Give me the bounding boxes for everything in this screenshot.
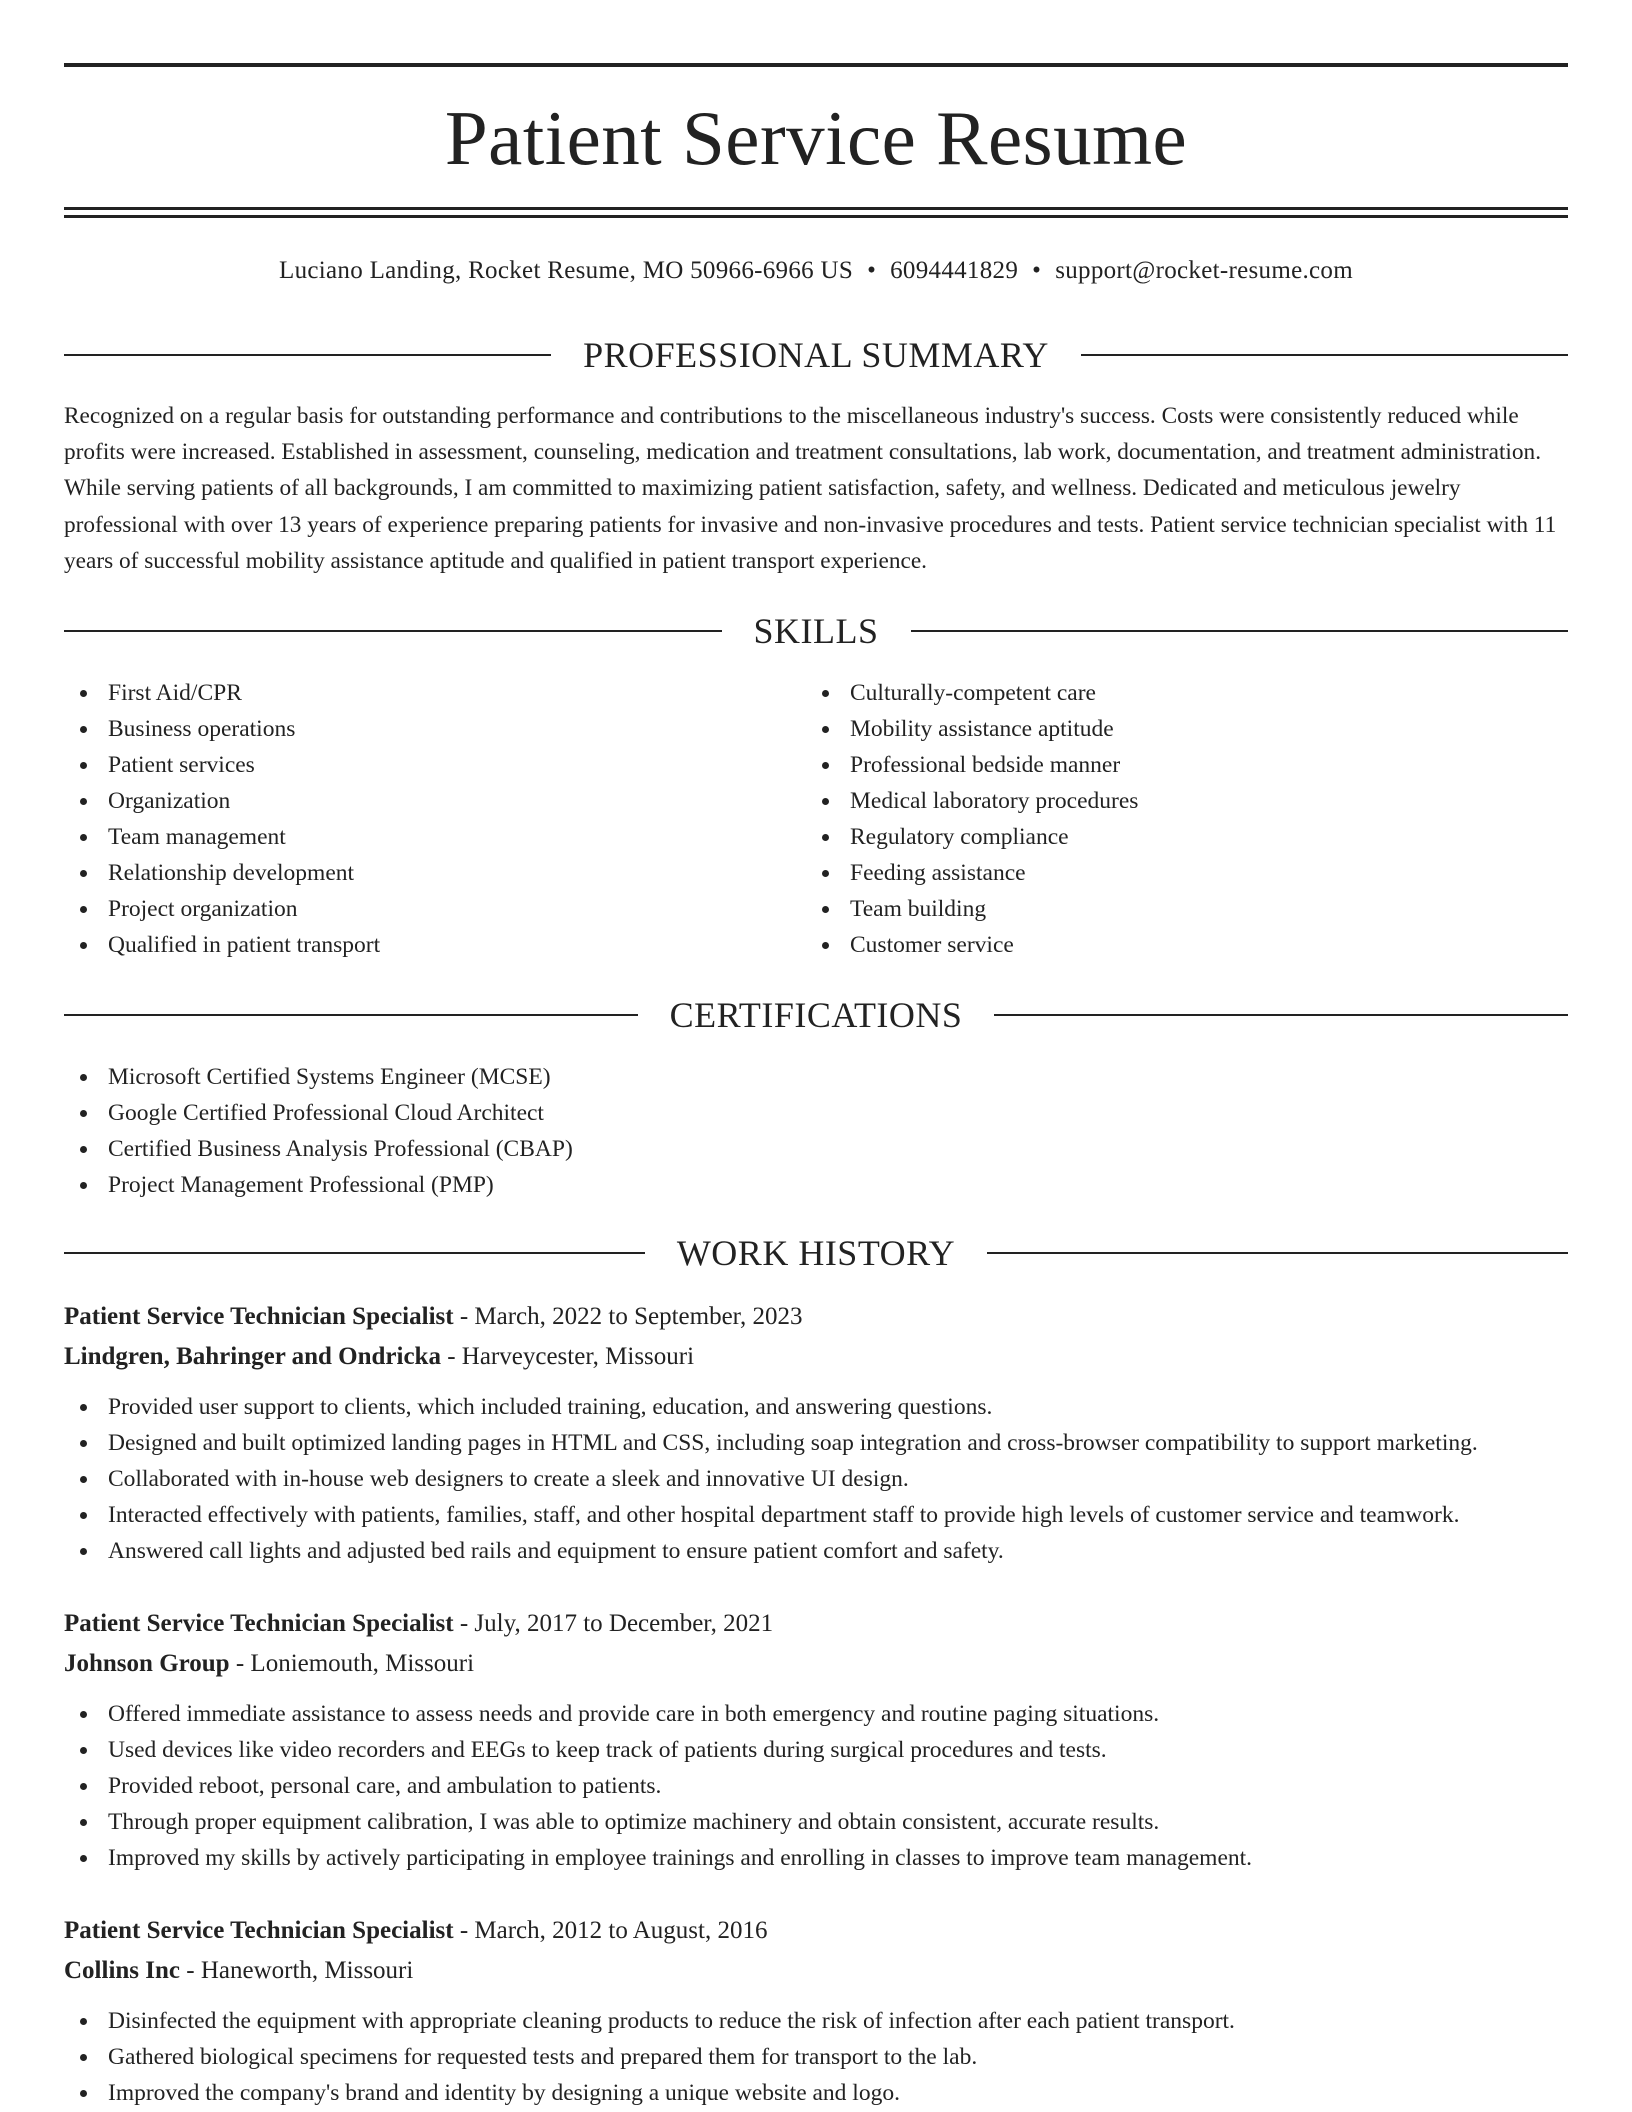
title-rule-lower [64,215,1568,218]
job-entry [64,1297,1568,1569]
skill-item: Medical laboratory procedures [806,783,1546,819]
contact-address: Luciano Landing, Rocket Resume, MO 50966-6966 US [279,257,854,284]
skill-item: Feeding assistance [806,855,1546,891]
skills-column-right [806,675,1546,963]
job-title-line [64,1297,1568,1337]
job-company: Lindgren, Bahringer and Ondricka [64,1343,441,1370]
job-duty-item: Designed and built optimized landing pages in HTML and CSS, including soap integration and cross-browser compatibility to support marketing. [64,1425,1568,1461]
job-location: - Loniemouth, Missouri [229,1650,475,1677]
job-company-line [64,1337,1568,1377]
skills-column-left [64,675,804,963]
job-duty-item: Provided reboot, personal care, and ambulation to patients. [64,1768,1568,1804]
section-heading-certifications [64,990,1568,1040]
job-dates: - March, 2012 to August, 2016 [453,1917,768,1944]
skill-item: Patient services [64,747,804,783]
skill-item: Business operations [64,711,804,747]
job-duty-item: Improved the company's brand and identity by designing a unique website and logo. [64,2075,1568,2111]
job-dates: - March, 2022 to September, 2023 [453,1303,803,1330]
job-duty-item: Through proper equipment calibration, I was able to optimize machinery and obtain consistent, accurate results. [64,1804,1568,1840]
contact-email: support@rocket-resume.com [1055,257,1353,284]
heading-rule [64,1252,645,1254]
resume-title: Patient Service Resume [444,95,1188,181]
contact-phone: 6094441829 [890,257,1019,284]
skills-list [806,675,1546,963]
contact-separator: • [1032,257,1042,284]
skill-item: Team building [806,891,1546,927]
skill-item: First Aid/CPR [64,675,804,711]
top-rule [64,63,1568,67]
job-duty-item: Collaborated with in-house web designers to create a sleek and innovative UI design. [64,1461,1568,1497]
job-title-line [64,1911,1568,1951]
job-company-line [64,1951,1568,1991]
skill-item: Organization [64,783,804,819]
skill-item: Qualified in patient transport [64,927,804,963]
skill-item: Professional bedside manner [806,747,1546,783]
job-duty-item: Improved my skills by actively participating in employee trainings and enrolling in classes to improve team management. [64,1840,1568,1876]
skill-item: Mobility assistance aptitude [806,711,1546,747]
heading-rule [1081,354,1568,356]
certification-item: Project Management Professional (PMP) [64,1167,1568,1203]
section-heading-skills [64,606,1568,656]
heading-rule [994,1014,1568,1016]
skill-item: Team management [64,819,804,855]
heading-rule [64,354,551,356]
skill-item: Culturally-competent care [806,675,1546,711]
section-title: CERTIFICATIONS [669,995,963,1035]
job-company-line [64,1644,1568,1684]
section-heading-work-history [64,1228,1568,1278]
job-duty-item: Provided user support to clients, which included training, education, and answering questions. [64,1389,1568,1425]
skill-item: Customer service [806,927,1546,963]
heading-rule [64,1014,638,1016]
summary-text: Recognized on a regular basis for outstanding performance and contributions to the miscellaneous industry's success. Costs were consistently reduced while profits were increased. Established in assessment, counseling, medication and treatment consultations, lab work, documentation, and treatment administration. While serving patients of all backgrounds, I am committed to maximizing patient satisfaction, safety, and wellness. Dedicated and meticulous jewelry professional with over 13 years of experience preparing patients for invasive and non-invasive procedures and tests. Patient service technician specialist with 11 years of successful mobility assistance aptitude and qualified in patient transport experience. [64,403,1557,574]
job-duty-item: Used devices like video recorders and EEGs to keep track of patients during surgical procedures and tests. [64,1732,1568,1768]
job-duty-item: Gathered biological specimens for requested tests and prepared them for transport to the lab. [64,2039,1568,2075]
certification-item: Certified Business Analysis Professional (CBAP) [64,1131,1568,1167]
job-duty-item: Offered immediate assistance to assess needs and provide care in both emergency and routine paging situations. [64,1696,1568,1732]
section-heading-summary [64,330,1568,380]
job-location: - Haneworth, Missouri [180,1957,414,1984]
job-duties-list [64,2003,1568,2111]
heading-rule [987,1252,1568,1254]
job-duties-list [64,1389,1568,1569]
contact-separator: • [867,257,877,284]
job-company: Collins Inc [64,1957,181,1984]
section-title: SKILLS [753,611,879,651]
heading-rule [64,630,722,632]
title-rule-upper [64,207,1568,210]
section-title: WORK HISTORY [676,1233,956,1273]
job-entry [64,1604,1568,1876]
job-role: Patient Service Technician Specialist [64,1917,454,1944]
job-role: Patient Service Technician Specialist [64,1303,454,1330]
certification-item: Google Certified Professional Cloud Architect [64,1095,1568,1131]
certification-item: Microsoft Certified Systems Engineer (MCSE) [64,1059,1568,1095]
certifications-list [64,1059,1568,1203]
job-duty-item: Answered call lights and adjusted bed rails and equipment to ensure patient comfort and safety. [64,1533,1568,1569]
job-location: - Harveycester, Missouri [440,1343,695,1370]
job-duty-item: Disinfected the equipment with appropriate cleaning products to reduce the risk of infection after each patient transport. [64,2003,1568,2039]
job-entry [64,1911,1568,2111]
skill-item: Relationship development [64,855,804,891]
heading-rule [911,630,1569,632]
skill-item: Project organization [64,891,804,927]
job-role: Patient Service Technician Specialist [64,1610,454,1637]
skills-list [64,675,804,963]
skill-item: Regulatory compliance [806,819,1546,855]
job-dates: - July, 2017 to December, 2021 [453,1610,774,1637]
certifications-block [64,1059,1568,1203]
section-title: PROFESSIONAL SUMMARY [583,335,1049,375]
job-duty-item: Interacted effectively with patients, families, staff, and other hospital department staff to provide high levels of customer service and teamwork. [64,1497,1568,1533]
job-title-line [64,1604,1568,1644]
job-company: Johnson Group [64,1650,230,1677]
job-duties-list [64,1696,1568,1876]
contact-line [64,254,1568,288]
